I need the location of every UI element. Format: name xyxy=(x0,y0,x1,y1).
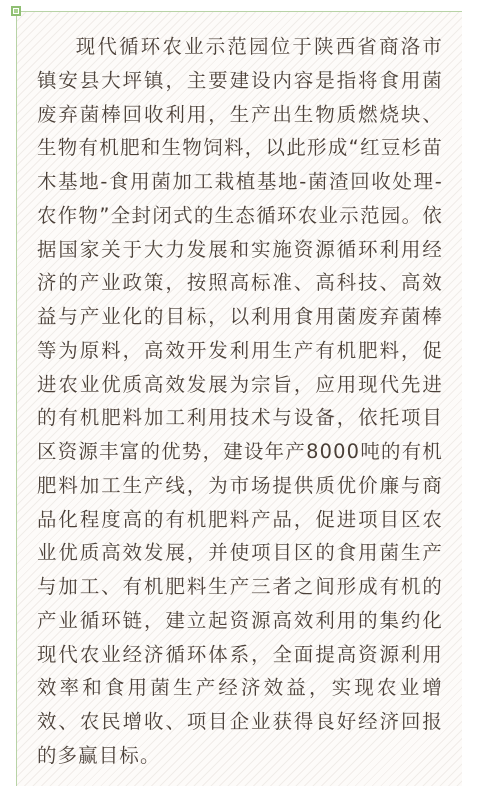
article-paragraph: 现代循环农业示范园位于陕西省商洛市镇安县大坪镇，主要建设内容是指将食用菌废弃菌棒回收利用，生产出生物质燃烧块、生物有机肥和生物饲料，以此形成“红豆杉苗木基地-食用菌加工栽植基地-菌渣回收处理-农作物”全封闭式的生态循环农业示范园。依据国家关于大力发展和实施资源循环利用经济的产业政策，按照高标准、高科技、高效益与产业化的目标，以利用食用菌废弃菌棒等为原料，高效开发利用生产有机肥料，促进农业优质高效发展为宗旨，应用现代先进的有机肥料加工利用技术与设备，依托项目区资源丰富的优势，建设年产8000吨的有机肥料加工生产线，为市场提供质优价廉与商品化程度高的有机肥料产品，促进项目区农业优质高效发展，并使项目区的食用菌生产与加工、有机肥料生产三者之间形成有机的产业循环链，建立起资源高效利用的集约化现代农业经济循环体系，全面提高资源利用效率和食用菌生产经济效益，实现农业增效、农民增收、项目企业获得良好经济回报的多赢目标。 xyxy=(37,35,443,767)
corner-square-icon xyxy=(11,6,21,16)
